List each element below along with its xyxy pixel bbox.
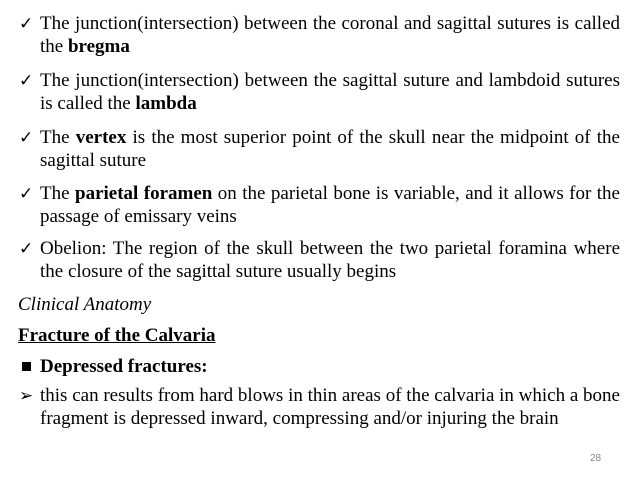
bullet-4-text-pre: The — [40, 183, 75, 204]
bullet-4-term: parietal foramen — [75, 183, 213, 204]
bullet-1-term: bregma — [67, 36, 130, 57]
bullet-4-text-post: on the parietal bone is variable, and it allows for the passage of emissary veins — [40, 183, 620, 227]
checkmark-icon: ✓ — [19, 14, 34, 33]
depressed-fractures-label: Depressed fractures: — [40, 356, 208, 377]
bullet-3-text-post: is the most superior point of the skull near the midpoint of the sagittal suture — [40, 127, 620, 171]
bullet-item-3 — [0, 126, 620, 172]
square-bullet-icon — [22, 362, 31, 371]
bullet-text-5 — [40, 237, 620, 283]
bullet-5-text: Obelion: The region of the skull between the two parietal foramina where the closure of the sagittal suture usually begins — [40, 238, 620, 282]
checkmark-icon: ✓ — [19, 239, 34, 258]
clinical-anatomy-heading: Clinical Anatomy — [18, 294, 152, 315]
bullet-item-2 — [0, 69, 620, 115]
fracture-heading: Fracture of the Calvaria — [18, 325, 216, 346]
checkmark-icon: ✓ — [19, 71, 34, 90]
arrow-bullet-item — [0, 384, 620, 430]
arrow-bullet-text: this can results from hard blows in thin areas of the calvaria in which a bone fragment is depressed inward, compressing and/or injuring the brain — [40, 385, 620, 429]
page-number: 28 — [590, 453, 602, 464]
bullet-text-2 — [40, 69, 620, 115]
bullet-item-5 — [0, 237, 620, 283]
checkmark-icon: ✓ — [19, 128, 34, 147]
bullet-1-text: The junction(intersection) between the coronal and sagittal sutures is called the — [40, 13, 620, 57]
bullet-3-text-pre: The — [40, 127, 76, 148]
bullet-2-text: The junction(intersection) between the sagittal suture and lambdoid sutures is called the — [40, 70, 620, 114]
bullet-text-1 — [40, 12, 620, 58]
bullet-text-4 — [40, 182, 620, 228]
bullet-text-3 — [40, 126, 620, 172]
checkmark-icon: ✓ — [19, 184, 34, 203]
bullet-3-term: vertex — [75, 127, 127, 148]
depressed-fractures-item — [0, 355, 620, 378]
depressed-fractures-text — [40, 355, 620, 378]
bullet-item-4 — [0, 182, 620, 228]
arrow-bullet-icon: ➢ — [19, 386, 34, 405]
bullet-item-1 — [0, 12, 620, 58]
bullet-2-term: lambda — [135, 93, 197, 114]
